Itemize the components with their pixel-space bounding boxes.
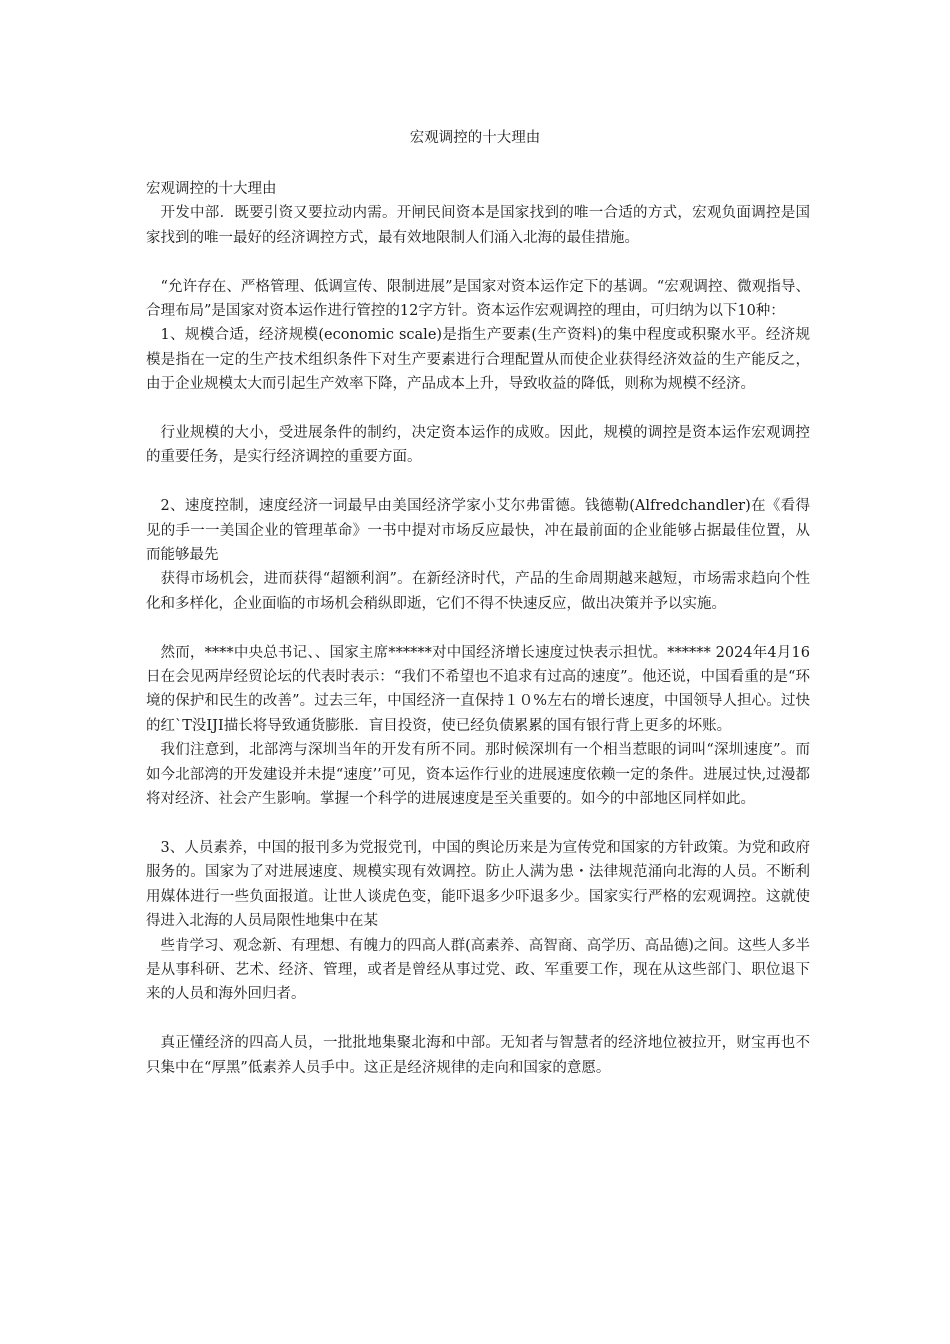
section-heading: 宏观调控的十大理由 [146,181,277,197]
paragraph-growth: 然而，****中央总书记、、国家主席******对中国经济增长速度过快表示担忧。****** 2024年4月16日在会见两岸经贸论坛的代表时表示：“我们不希望也不追求有过高的速度”。他还说，中国看重的是“环境的保护和民生的改善”。过去三年，中国经济一直保持１０%左右的增长速度，中国领导人担心。过快的红`T没IJI描长将导致通货膨胀．盲目投资，使已经负债累累的国有银行背上更多的坏账。 [146,644,810,734]
paragraph-personnel-cont: 些肯学习、观念新、有理想、有魄力的四高人群(高素养、高智商、高学历、高品德)之间。这些人多半是从事科研、艺术、经济、管理，或者是曾经从事过党、政、军重要工作，现在从这些部门、职位退下来的人员和海外回归者。 [146,937,810,1003]
document-title: 宏观调控的十大理由 [409,130,541,146]
paragraph-speed-cont: 获得市场机会，进而获得“超额利润”。在新经济时代，产品的生命周期越来越短，市场需求趋向个性化和多样化，企业面临的市场机会稍纵即逝，它们不得不快速反应，做出决策并予以实施。 [146,571,810,612]
paragraph-conclusion: 真正懂经济的四高人员，一批批地集聚北海和中部。无知者与智慧者的经济地位被拉开，财宝再也不只集中在“厚黑”低素养人员手中。这正是经济规律的走向和国家的意愿。 [146,1035,810,1076]
paragraph-speed: 2、速度控制，速度经济一词最早由美国经济学家小艾尔弗雷德。钱德勒(Alfredchandler)在《看得见的手一一美国企业的管理革命》一书中提对市场反应最快，冲在最前面的企业能够占据最佳位置，从而能够最先 [146,498,810,564]
paragraph-personnel: 3、人员素养，中国的报刊多为党报党刊，中国的舆论历来是为宣传党和国家的方针政策。为党和政府服务的。国家为了对进展速度、规模实现有效调控。防止人满为患・法律规范涌向北海的人员。不断利用媒体进行一些负面报道。让世人谈虎色变，能吓退多少吓退多少。国家实行严格的宏观调控。这就使得进入北海的人员局限性地集中在某 [146,839,810,930]
paragraph-beibu-gulf: 我们注意到，北部湾与深圳当年的开发有所不同。那时候深圳有一个相当惹眼的词叫“深圳速度”。而如今北部湾的开发建设并未提“速度’’可见，资本运作行业的进展速度依赖一定的条件。进展过快,过漫都将对经济、社会产生影响。掌握一个科学的进展速度是至关重要的。如今的中部地区同样如此。 [146,742,810,808]
document-body [146,177,810,1080]
paragraph-intro: 开发中部．既要引资又要拉动内需。开闸民间资本是国家找到的唯一合适的方式，宏观负面调控是国家找到的唯一最好的经济调控方式，最有效地限制人们涌入北海的最佳措施。 [146,205,810,246]
paragraph-policy: “允许存在、严格管理、低调宣传、限制进展”是国家对资本运作定下的基调。“宏观调控、微观指导、合理布局”是国家对资本运作进行管控的12字方针。资本运作宏观调控的理由，可归纳为以下10种： [146,278,810,320]
paragraph-scale-note: 行业规模的大小，受进展条件的制约，决定资本运作的成败。因此，规模的调控是资本运作宏观调控的重要任务，是实行经济调控的重要方面。 [146,425,810,466]
paragraph-scale: 1、规模合适，经济规模(economic scale)是指生产要素(生产资料)的集中程度或积聚水平。经济规模是指在一定的生产技术组织条件下对生产要素进行合理配置从而使企业获得经济效益的生产能反之，由于企业规模太大而引起生产效率下降，产品成本上升，导致收益的降低，则称为规模不经济。 [146,327,810,393]
